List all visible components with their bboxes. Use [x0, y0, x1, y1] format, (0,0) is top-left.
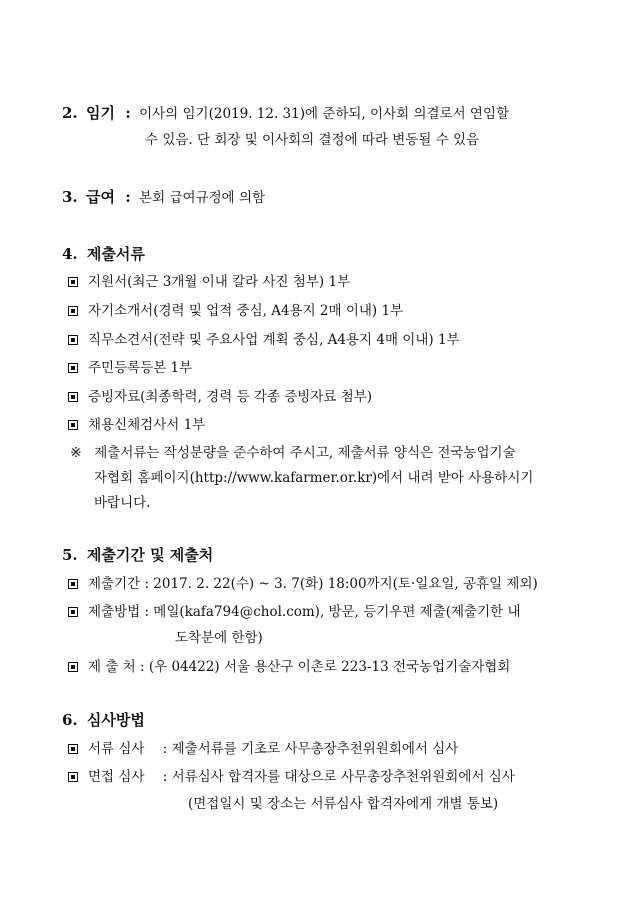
list-item: [68, 658, 510, 676]
square-bullet-icon: [68, 306, 78, 316]
section-number: 6.: [62, 711, 78, 729]
square-bullet-icon: [68, 420, 78, 430]
square-bullet-icon: [68, 277, 78, 287]
list-item: [68, 331, 460, 349]
section-title: 심사방법: [86, 711, 145, 729]
section-3-line: [62, 188, 265, 207]
item-text: : 2017. 2. 22(수) ~ 3. 7(화) 18:00까지(토·일요일, 공휴일 제외): [144, 576, 538, 592]
item-label: 제출방법: [88, 604, 141, 620]
item-text: : 제출서류를 기초로 사무총장추천위원회에서 심사: [162, 741, 459, 757]
reference-mark-icon: ※: [70, 445, 82, 461]
square-bullet-icon: [68, 579, 78, 589]
item-label: 서류 심사: [88, 741, 145, 757]
list-item: [68, 359, 192, 377]
square-bullet-icon: [68, 363, 78, 373]
list-item: [68, 273, 350, 291]
square-bullet-icon: [68, 662, 78, 672]
note-text: 자협회 홈페이지(http://www.kafarmer.or.kr)에서 내려 받아 사용하시기: [94, 470, 534, 486]
item-text: : 서류심사 합격자를 대상으로 사무총장추천위원회에서 심사: [162, 769, 515, 785]
note-line-2: [94, 469, 533, 487]
list-item-continuation: [175, 629, 263, 647]
list-item-text: 주민등록등본 1부: [88, 360, 193, 376]
note-text: 제출서류는 작성분량을 준수하여 주시고, 제출서류 양식은 전국농업기술: [94, 445, 516, 461]
item-text: : (우 04422) 서울 용산구 이촌로 223-13 전국농업기술자협회: [140, 659, 511, 675]
list-item: [68, 768, 515, 786]
list-item-text: 증빙자료(최종학력, 경력 등 각종 증빙자료 첨부): [88, 389, 373, 405]
section-4-heading: [62, 244, 145, 264]
item-text: 도착분에 한함): [175, 630, 263, 646]
section-text: 수 있음. 단 회장 및 이사회의 결정에 따라 변동될 수 있음: [145, 132, 480, 148]
section-number: 5.: [62, 546, 78, 564]
square-bullet-icon: [68, 607, 78, 617]
note-text: 바랍니다.: [94, 495, 151, 511]
square-bullet-icon: [68, 744, 78, 754]
section-5-heading: [62, 545, 213, 565]
section-title: 임기: [85, 104, 115, 122]
section-title: 제출기간 및 제출처: [86, 546, 214, 564]
section-number: 4.: [62, 245, 78, 263]
square-bullet-icon: [68, 392, 78, 402]
square-bullet-icon: [68, 335, 78, 345]
colon: :: [125, 104, 131, 122]
section-6-heading: [62, 710, 145, 730]
list-item-text: 채용신체검사서 1부: [88, 417, 206, 433]
section-title: 제출서류: [86, 245, 145, 263]
section-2-line-2: [145, 131, 479, 149]
list-item: [68, 575, 538, 593]
list-item: [68, 603, 521, 621]
colon: :: [125, 188, 131, 206]
item-label: 제출기간: [88, 576, 141, 592]
list-item-continuation: [188, 795, 498, 813]
note-line-3: [94, 494, 150, 512]
section-text: 이사의 임기(2019. 12. 31)에 준하되, 이사회 의결로서 연임할: [139, 106, 510, 122]
list-item: [68, 302, 403, 320]
list-item: [68, 416, 205, 434]
section-text: 본회 급여규정에 의함: [139, 190, 266, 206]
item-label: 제 출 처: [88, 659, 136, 675]
list-item-text: 직무소견서(전략 및 주요사업 계획 중심, A4용지 4매 이내) 1부: [88, 332, 460, 348]
note-line-1: [70, 444, 516, 462]
list-item: [68, 388, 372, 406]
section-2-line-1: [62, 104, 509, 123]
section-title: 급여: [85, 188, 115, 206]
list-item: [68, 740, 458, 758]
square-bullet-icon: [68, 772, 78, 782]
item-text: (면접일시 및 장소는 서류심사 합격자에게 개별 통보): [188, 796, 499, 812]
item-label: 면접 심사: [88, 769, 145, 785]
list-item-text: 지원서(최근 3개월 이내 칼라 사진 첨부) 1부: [88, 274, 351, 290]
list-item-text: 자기소개서(경력 및 업적 중심, A4용지 2매 이내) 1부: [88, 303, 404, 319]
item-text: : 메일(kafa794@chol.com), 방문, 등기우편 제출(제출기한 내: [144, 604, 521, 620]
section-number: 3.: [62, 188, 78, 206]
section-number: 2.: [62, 104, 78, 122]
